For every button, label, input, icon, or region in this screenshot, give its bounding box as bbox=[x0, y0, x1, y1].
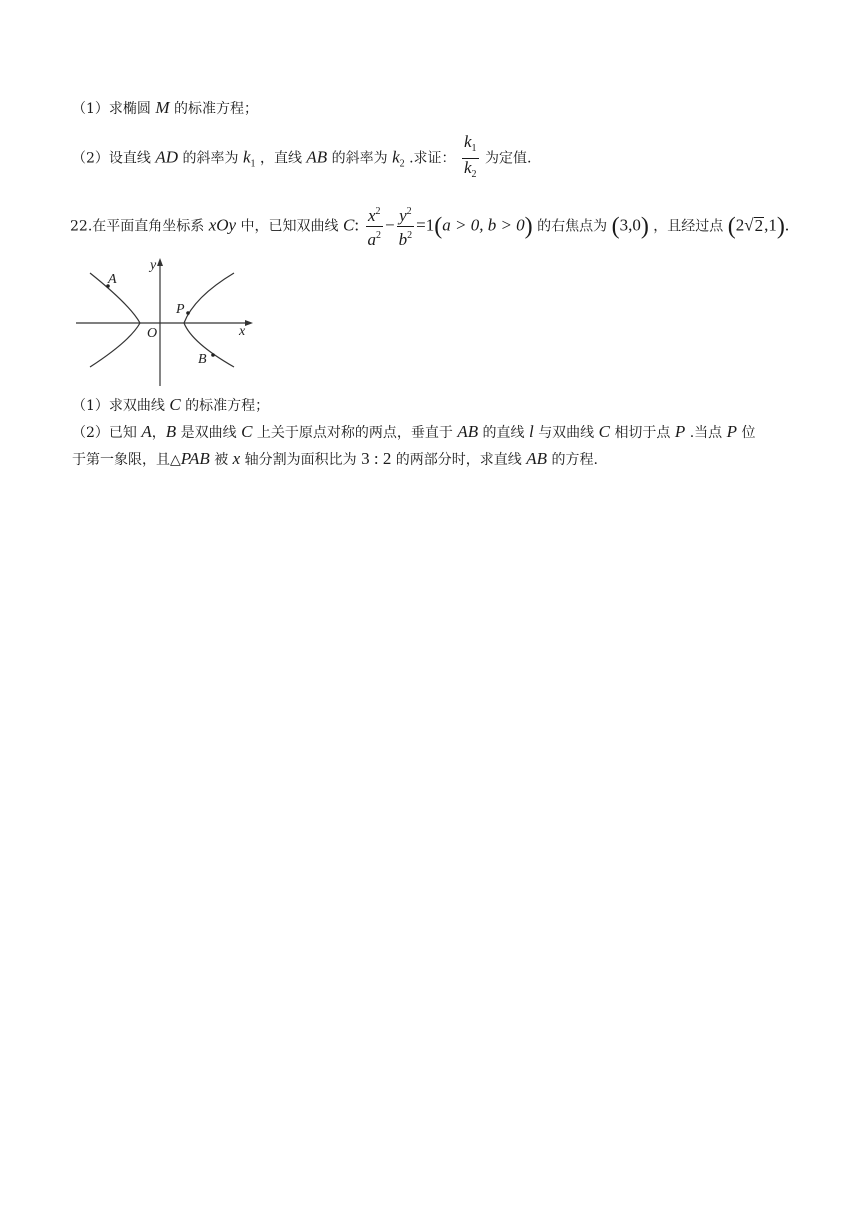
q22-part2-text-j: 被 bbox=[214, 452, 229, 468]
q21-part1-tail: 的标准方程； bbox=[174, 101, 258, 117]
frac-den-k: k bbox=[464, 158, 472, 177]
label-y: y bbox=[150, 258, 157, 273]
q22-lead: 22.在平面直角坐标系 bbox=[70, 218, 205, 235]
minus-sign: − bbox=[385, 215, 395, 235]
q22-part2-text-c: 上关于原点对称的两点，垂直于 bbox=[256, 425, 453, 441]
q22-part2-line1 bbox=[72, 421, 755, 444]
frac-x: x bbox=[368, 206, 376, 225]
q21-part2-text-f: 为定值. bbox=[485, 150, 532, 167]
q21-part2-text-e: .求证： bbox=[409, 150, 456, 167]
var-C: C bbox=[169, 395, 181, 414]
q21-part1 bbox=[72, 97, 258, 120]
left-branch bbox=[90, 273, 140, 367]
point-y: ,1 bbox=[764, 215, 777, 235]
sub-1: 1 bbox=[250, 158, 256, 170]
point-coeff: 2 bbox=[735, 215, 745, 235]
right-branch bbox=[184, 273, 234, 367]
fraction-y2-b2 bbox=[397, 203, 415, 250]
label-A: A bbox=[108, 272, 117, 287]
fraction-k1-k2 bbox=[462, 133, 479, 184]
q21-part2-text-c: ，直线 bbox=[259, 150, 302, 167]
q22-part2-text-i: 于第一象限，且△ bbox=[72, 452, 181, 468]
q22-part1-text-a: （1）求双曲线 bbox=[72, 398, 165, 414]
period: . bbox=[784, 215, 790, 235]
q22-text-2: 的右焦点为 bbox=[537, 218, 608, 235]
sup-2: 2 bbox=[407, 230, 413, 241]
var-AB: AB bbox=[526, 449, 548, 468]
label-x: x bbox=[239, 324, 246, 339]
label-P: P bbox=[176, 302, 185, 317]
sup-2: 2 bbox=[376, 230, 382, 241]
sup-2: 2 bbox=[375, 206, 381, 217]
q21-part2-text-a: （2）设直线 bbox=[72, 150, 151, 167]
var-C: C bbox=[241, 422, 253, 441]
x-arrow bbox=[245, 320, 253, 326]
var-PAB: PAB bbox=[180, 449, 210, 468]
q22-part2-text-k: 轴分割为面积比为 bbox=[244, 452, 357, 468]
frac-den-sub: 2 bbox=[471, 169, 477, 180]
q22-text-1: 中，已知双曲线 bbox=[240, 218, 339, 235]
sub-2: 2 bbox=[399, 158, 405, 170]
q22-text-3: ，且经过点 bbox=[653, 218, 724, 235]
focus-point: 3,0 bbox=[619, 215, 641, 235]
frac-num-sub: 1 bbox=[471, 143, 477, 154]
var-P: P bbox=[726, 422, 738, 441]
comma: ， bbox=[151, 425, 166, 441]
var-AB: AB bbox=[306, 147, 328, 167]
point-radicand: 2 bbox=[754, 215, 764, 235]
q22-part2-text-b: 是双曲线 bbox=[180, 425, 237, 441]
point-P bbox=[186, 311, 190, 315]
frac-b: b bbox=[398, 230, 408, 249]
point-B bbox=[211, 353, 215, 357]
q22-part2-line2 bbox=[72, 448, 598, 471]
q21-part2-text-b: 的斜率为 bbox=[182, 150, 239, 167]
q22-part2-text-d: 的直线 bbox=[482, 425, 525, 441]
var-AB: AB bbox=[457, 422, 479, 441]
q21-part2 bbox=[72, 133, 531, 185]
var-x: x bbox=[232, 449, 241, 468]
var-C: C bbox=[598, 422, 610, 441]
q22-part2-text-a: （2）已知 bbox=[72, 425, 137, 441]
var-AD: AD bbox=[155, 147, 179, 167]
frac-num-k: k bbox=[464, 132, 472, 151]
frac-a: a bbox=[367, 230, 377, 249]
q22-statement: 22.在平面直角坐标系 xOy 中，已知双曲线 C: $\frac{x^2}{a^2}$ − $\frac{y^2}{b^2}$ =1(a > 0, b > 0) 的右焦点为 (3,0) ，且经过点 (2√2,1). bbox=[70, 203, 789, 250]
var-l: l bbox=[529, 422, 534, 441]
sup-2: 2 bbox=[406, 206, 412, 217]
y-arrow bbox=[157, 258, 163, 266]
var-xOy: xOy bbox=[208, 215, 237, 235]
q22-part1 bbox=[72, 394, 269, 417]
q21-part2-text-d: 的斜率为 bbox=[331, 150, 388, 167]
q22-part2-text-m: 的方程. bbox=[551, 452, 598, 468]
condition-ab: a > 0, b > 0 bbox=[442, 215, 525, 235]
var-M: M bbox=[155, 98, 170, 117]
q22-part2-text-g: .当点 bbox=[689, 425, 723, 441]
q22-part1-text-b: 的标准方程； bbox=[185, 398, 270, 414]
q22-part2-text-h: 位 bbox=[741, 425, 756, 441]
hyperbola-figure bbox=[72, 255, 262, 387]
equals-one: =1 bbox=[416, 215, 435, 235]
colon: : bbox=[354, 215, 360, 235]
frac-y: y bbox=[399, 206, 407, 225]
var-k1: k bbox=[242, 147, 251, 167]
q22-part2-text-e: 与双曲线 bbox=[538, 425, 595, 441]
q21-part1-text: （1）求椭圆 bbox=[72, 101, 151, 117]
label-B: B bbox=[198, 352, 207, 367]
label-O: O bbox=[147, 326, 158, 341]
q22-part2-text-l: 的两部分时，求直线 bbox=[395, 452, 522, 468]
q22-part2-text-f: 相切于点 bbox=[614, 425, 671, 441]
var-A: A bbox=[141, 422, 152, 441]
var-P: P bbox=[674, 422, 686, 441]
var-B: B bbox=[165, 422, 177, 441]
ratio: 3 : 2 bbox=[361, 449, 392, 468]
fraction-x2-a2 bbox=[366, 203, 384, 250]
var-C: C bbox=[343, 215, 355, 235]
var-k2: k bbox=[392, 147, 400, 167]
